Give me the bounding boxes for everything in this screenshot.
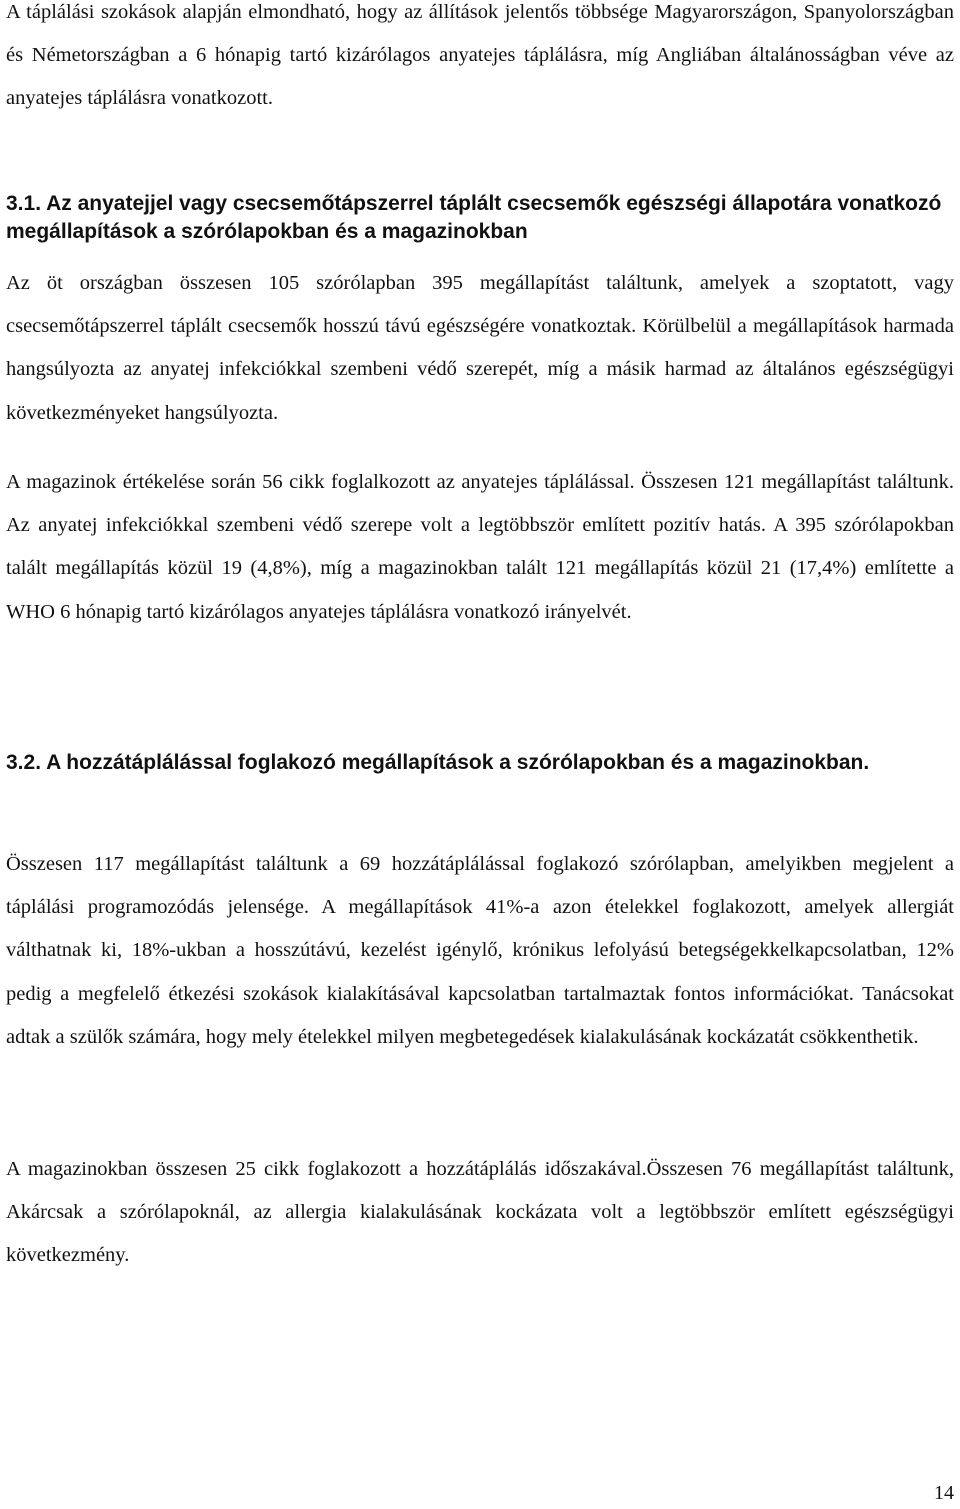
section-3-1-paragraph-2: A magazinok értékelése során 56 cikk foglalkozott az anyatejes táplálással. Összesen 121 megállapítást találtunk. Az anyatej infekciókkal szembeni védő szerepe volt a legtöbbször említett pozitív hatás. A 395 szórólapokban talált megállapítás közül 19 (4,8%), míg a magazinokban talált 121 megállapítás közül 21 (17,4%) említette a WHO 6 hónapig tartó kizárólagos anyatejes táplálásra vonatkozó irányelvét. <box>6 471 954 623</box>
intro-paragraph: A táplálási szokások alapján elmondható, hogy az állítások jelentős többsége Magyarországon, Spanyolországban és Németországban a 6 hónapig tartó kizárólagos anyatejes táplálásra, míg Angliában általánosságban véve az anyatejes táplálásra vonatkozott. <box>6 1 954 110</box>
section-3-1-paragraph-1: Az öt országban összesen 105 szórólapban 395 megállapítást találtunk, amelyek a szoptatott, vagy csecsemőtápszerrel táplált csecsemők hosszú távú egészségére vonatkoztak. Körülbelül a megállapítások harmada hangsúlyozta az anyatej infekciókkal szembeni védő szerepét, míg a másik harmad az általános egészségügyi következményeket hangsúlyozta. <box>6 272 954 424</box>
section-3-2-heading: 3.2. A hozzátáplálással foglakozó megállapítások a szórólapokban és a magazinokban. <box>6 751 870 774</box>
page-number: 14 <box>934 1482 954 1504</box>
section-3-2-paragraph-1: Összesen 117 megállapítást találtunk a 69 hozzátáplálással foglakozó szórólapban, amelyikben megjelent a táplálási programozódás jelensége. A megállapítások 41%-a azon ételekkel foglakozott, amelyek allergiát válthatnak ki, 18%-ukban a hosszútávú, kezelést igénylő, krónikus lefolyású betegségekkelkapcsolatban, 12% pedig a megfelelő étkezési szokások kialakításával kapcsolatban tartalmaztak fontos információkat. Tanácsokat adtak a szülők számára, hogy mely ételekkel milyen megbetegedések kialakulásának kockázatát csökkenthetik. <box>6 853 954 1048</box>
section-3-1-heading: 3.1. Az anyatejjel vagy csecsemőtápszerrel táplált csecsemők egészségi állapotára vonatkozó megállapítások a szórólapokban és a magazinokban <box>6 192 942 243</box>
section-3-2-paragraph-2: A magazinokban összesen 25 cikk foglakozott a hozzátáplálás időszakával.Összesen 76 megállapítást találtunk, Akárcsak a szórólapoknál, az allergia kialakulásának kockázata volt a legtöbbször említett egészségügyi következmény. <box>6 1158 954 1267</box>
